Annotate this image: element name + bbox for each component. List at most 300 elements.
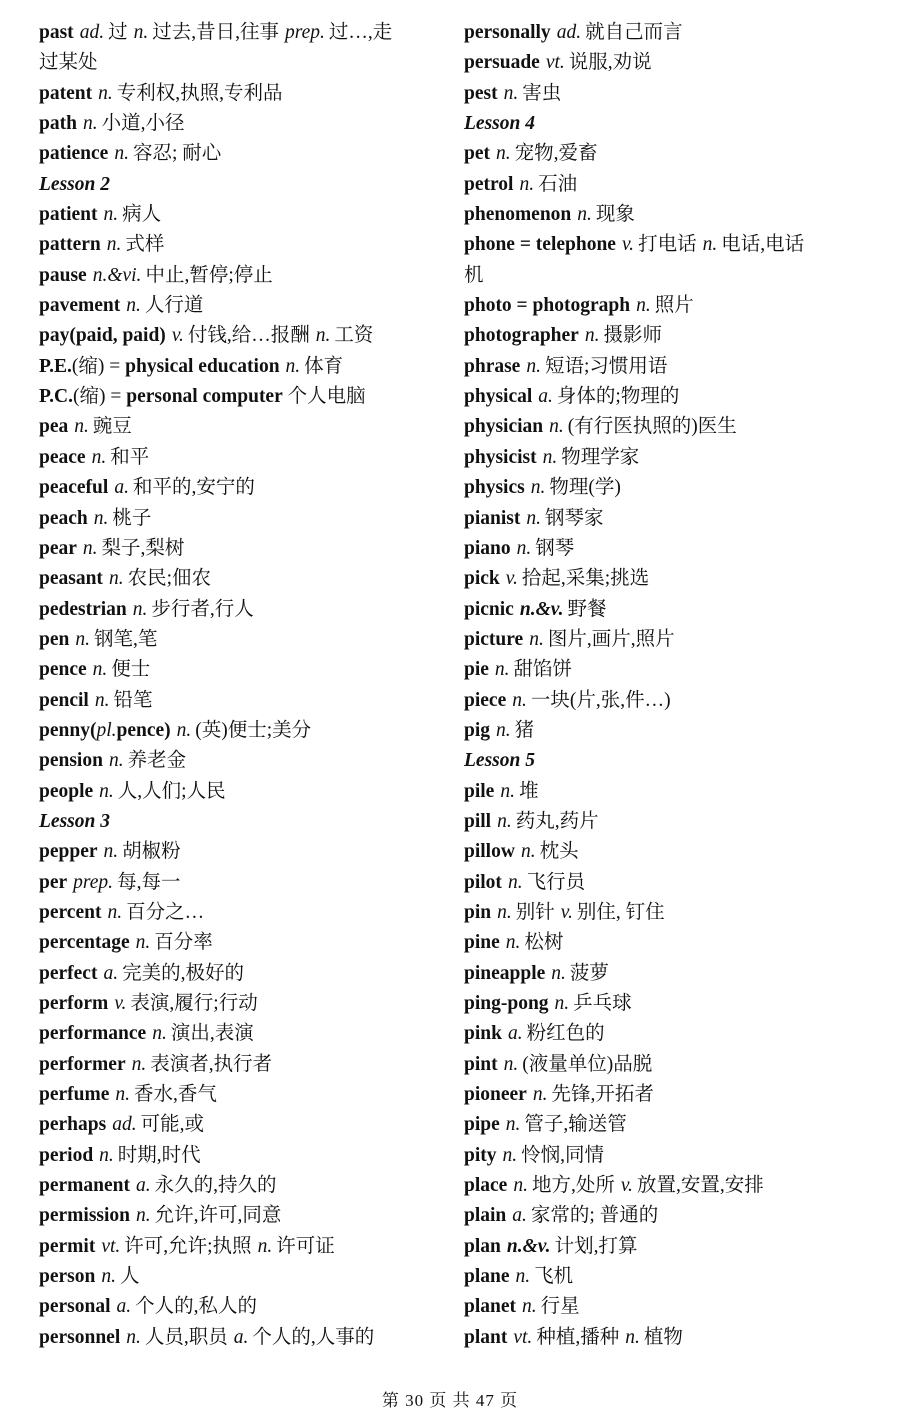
vocab-entry (464, 352, 864, 382)
lesson-heading: Lesson 5 (464, 750, 535, 772)
headword: patient (39, 204, 98, 226)
headword: path (39, 113, 77, 135)
headword: pepper (39, 841, 98, 863)
vocab-entry (39, 989, 439, 1019)
headword: past (39, 22, 74, 43)
definition: 人,人们;人民 (117, 780, 226, 802)
part-of-speech: ad. (112, 1114, 137, 1136)
definition: 现象 (595, 204, 635, 226)
part-of-speech: ad. (556, 22, 582, 43)
part-of-speech: v. (505, 568, 518, 590)
definition: 宠物,爱畜 (514, 143, 598, 165)
part-of-speech: n.&vi. (92, 264, 142, 286)
part-of-speech: n. (554, 993, 570, 1014)
part-of-speech: n. (584, 325, 600, 347)
vocab-entry (464, 504, 864, 534)
definition: 可能,或 (140, 1114, 204, 1136)
headword: pavement (39, 295, 121, 317)
definition: 梨子,梨树 (101, 537, 185, 559)
part-of-speech: v. (621, 234, 635, 256)
vocab-entry (464, 382, 864, 412)
headword: period (39, 1144, 94, 1166)
vocab-entry (464, 139, 864, 169)
definition: 别针 (515, 901, 555, 923)
headword: physical (464, 386, 533, 408)
definition: 堆 (518, 780, 539, 802)
definition: 个人的,私人的 (135, 1296, 258, 1318)
definition: 拾起,采集;挑选 (521, 568, 650, 590)
vocab-entry (39, 352, 439, 382)
definition: 中止,暂停;停止 (145, 264, 273, 286)
vocab-entry (464, 170, 864, 200)
headword: ping-pong (464, 993, 549, 1014)
vocab-entry (464, 534, 864, 564)
definition: 小道,小径 (101, 113, 185, 135)
headword: pioneer (464, 1084, 527, 1106)
definition: 松树 (524, 932, 564, 954)
definition: 百分之… (126, 901, 205, 923)
vocab-entry (39, 412, 439, 442)
vocab-entry (464, 1080, 864, 1110)
headword: penny( (39, 719, 97, 741)
part-of-speech: prep. (284, 22, 325, 43)
definition: 香水,香气 (134, 1084, 217, 1106)
headword: pear (39, 537, 77, 559)
vocab-entry (464, 79, 864, 109)
part-of-speech: n. (99, 1144, 114, 1166)
vocab-entry (464, 564, 864, 594)
headword: phone = telephone (464, 234, 616, 256)
part-of-speech: n. (496, 143, 511, 165)
definition: 人行道 (144, 295, 204, 317)
vocab-entry (39, 18, 439, 48)
vocab-entry (39, 230, 439, 260)
headword: pencil (39, 689, 89, 711)
definition: 行星 (540, 1296, 580, 1318)
vocab-entry (39, 1050, 439, 1080)
part-of-speech: n. (529, 628, 544, 650)
definition: 钢笔,笔 (93, 628, 158, 650)
part-of-speech: n. (625, 1326, 640, 1348)
definition: 甜馅饼 (513, 659, 573, 681)
headword: pest (464, 82, 498, 104)
definition: 专利权,执照,专利品 (116, 82, 283, 104)
part-of-speech: n. (526, 355, 541, 377)
part-of-speech: n. (98, 82, 113, 104)
definition: 付钱,给…报酬 (187, 325, 310, 347)
vocab-entry (464, 928, 864, 958)
part-of-speech: n. (82, 113, 98, 135)
headword: pick (464, 568, 500, 590)
part-of-speech: ad. (79, 22, 105, 43)
part-of-speech: n. (497, 901, 512, 923)
definition: 完美的,极好的 (122, 962, 244, 984)
definition: (缩) = (71, 355, 121, 377)
headword: pattern (39, 234, 101, 256)
vocab-entry (39, 1292, 439, 1322)
part-of-speech: prep. (73, 871, 114, 893)
entry-continuation (39, 48, 439, 78)
definition: 植物 (643, 1326, 683, 1348)
definition: 计划,打算 (554, 1235, 638, 1257)
part-of-speech: n. (115, 1084, 131, 1106)
headword: peach (39, 507, 88, 529)
vocab-entry (464, 868, 864, 898)
definition: 和平 (110, 446, 150, 468)
part-of-speech: n. (505, 1114, 521, 1136)
part-of-speech: n. (74, 416, 89, 438)
definition: 每,每一 (117, 871, 181, 893)
lesson-heading: Lesson 4 (464, 113, 535, 135)
part-of-speech: n. (82, 537, 98, 559)
part-of-speech: n. (532, 1084, 548, 1106)
part-of-speech: n. (516, 537, 532, 559)
headword: petrol (464, 173, 514, 195)
definition: 过…,走 (328, 22, 393, 43)
part-of-speech: n. (99, 780, 114, 802)
headword: pause (39, 264, 87, 286)
definition: 电话,电话 (721, 234, 805, 256)
part-of-speech: vt. (513, 1326, 533, 1348)
headword: permanent (39, 1175, 130, 1197)
headword: persuade (464, 52, 540, 74)
headword: photo = photograph (464, 295, 631, 317)
definition: 菠萝 (569, 962, 609, 984)
vocab-entry (39, 291, 439, 321)
definition: (有行医执照的)医生 (567, 416, 737, 438)
definition: 先锋,开拓者 (551, 1084, 654, 1106)
part-of-speech: n. (515, 1266, 531, 1288)
definition: 个人的,人事的 (252, 1326, 375, 1348)
headword: physics (464, 477, 525, 499)
vocab-entry (464, 716, 864, 746)
part-of-speech: a. (103, 962, 119, 984)
definition: 怜悯,同情 (521, 1144, 605, 1166)
vocab-entry (464, 1262, 864, 1292)
definition: 步行者,行人 (151, 598, 254, 620)
definition: 百分率 (154, 932, 213, 954)
part-of-speech: a. (233, 1326, 249, 1348)
vocab-entry (464, 655, 864, 685)
definition: 图片,画片,照片 (547, 628, 675, 650)
headword: pea (39, 416, 69, 438)
definition: 胡椒粉 (122, 841, 181, 863)
vocab-entry (39, 1019, 439, 1049)
vocab-entry (39, 625, 439, 655)
headword: pig (464, 719, 491, 741)
definition: 药丸,药片 (515, 810, 599, 832)
part-of-speech: vt. (545, 52, 565, 74)
vocab-entry (39, 1171, 439, 1201)
definition: 允许,许可,同意 (154, 1205, 282, 1227)
vocab-entry (464, 1292, 864, 1322)
page-number-footer: 第 30 页 共 47 页 (381, 1391, 519, 1410)
definition: 猪 (514, 719, 535, 741)
vocab-entry (39, 261, 439, 291)
definition: 时期,时代 (117, 1144, 201, 1166)
part-of-speech: n. (503, 1053, 519, 1075)
part-of-speech: n. (126, 1326, 141, 1348)
part-of-speech: n. (494, 659, 510, 681)
vocab-entry (39, 139, 439, 169)
vocab-entry (464, 412, 864, 442)
part-of-speech: a. (114, 477, 129, 499)
vocab-entry (464, 473, 864, 503)
part-of-speech: a. (136, 1175, 151, 1197)
headword: pineapple (464, 962, 546, 984)
headword: plain (464, 1205, 507, 1227)
headword: photographer (464, 325, 579, 347)
part-of-speech: n. (108, 750, 124, 772)
headword: peasant (39, 568, 103, 590)
part-of-speech: a. (538, 386, 553, 408)
part-of-speech: n.&v. (506, 1235, 551, 1257)
vocab-entry (464, 1201, 864, 1231)
definition: 身体的;物理的 (556, 386, 680, 408)
part-of-speech: n. (131, 1053, 147, 1075)
headword: performer (39, 1053, 126, 1075)
part-of-speech: n. (502, 1144, 518, 1166)
vocab-entry (39, 1110, 439, 1140)
vocab-entry (464, 321, 864, 351)
part-of-speech: n. (520, 841, 536, 863)
vocab-entry (464, 959, 864, 989)
part-of-speech: a. (116, 1296, 132, 1318)
definition: 人 (119, 1266, 140, 1288)
vocab-entry (464, 807, 864, 837)
part-of-speech: n. (136, 1205, 151, 1227)
headword: perhaps (39, 1114, 107, 1136)
definition: (缩) = (72, 386, 122, 408)
headword: piano (464, 537, 511, 559)
vocab-entry (39, 655, 439, 685)
definition: 钢琴 (535, 537, 575, 559)
part-of-speech: vt. (101, 1235, 121, 1257)
definition: 摄影师 (603, 325, 662, 347)
headword: physicist (464, 446, 537, 468)
headword: performance (39, 1023, 147, 1045)
definition: 害虫 (522, 82, 562, 104)
headword: planet (464, 1296, 517, 1318)
part-of-speech: n. (496, 719, 511, 741)
part-of-speech: n. (513, 1175, 528, 1197)
headword: pin (464, 901, 492, 923)
definition: 短语;习惯用语 (544, 355, 668, 377)
vocab-entry (464, 291, 864, 321)
definition: 许可,允许;执照 (124, 1235, 252, 1257)
part-of-speech: n. (549, 416, 564, 438)
headword: pile (464, 780, 495, 802)
vocab-entry (39, 200, 439, 230)
headword: pen (39, 628, 70, 650)
definition: (英)便士;美分 (195, 719, 312, 741)
definition: 管子,输送管 (524, 1114, 627, 1136)
part-of-speech: n. (507, 871, 523, 893)
part-of-speech: n. (505, 932, 521, 954)
part-of-speech: n. (315, 325, 331, 347)
definition: 物理(学) (549, 477, 621, 499)
vocab-entry (464, 18, 864, 48)
vocab-entry (464, 230, 864, 260)
vocab-entry (39, 321, 439, 351)
definition: 说服,劝说 (568, 52, 652, 74)
definition: 人员,职员 (144, 1326, 228, 1348)
part-of-speech: v. (620, 1175, 633, 1197)
headword: percent (39, 901, 102, 923)
lesson-heading: Lesson 2 (39, 173, 110, 195)
part-of-speech: n. (176, 719, 192, 741)
part-of-speech: v. (560, 901, 573, 923)
headword: place (464, 1175, 508, 1197)
vocab-entry (464, 443, 864, 473)
vocab-entry (39, 1201, 439, 1231)
vocab-entry (464, 898, 864, 928)
vocab-entry (39, 898, 439, 928)
definition: 体育 (304, 355, 344, 377)
headword: people (39, 780, 94, 802)
definition: 容忍; 耐心 (132, 143, 222, 165)
headword: picture (464, 628, 524, 650)
headword: picnic (464, 598, 514, 620)
part-of-speech: n. (93, 507, 109, 529)
headword: pint (464, 1053, 498, 1075)
vocab-entry (464, 625, 864, 655)
definition: 石油 (538, 173, 578, 195)
definition: 个人电脑 (282, 386, 366, 408)
vocab-entry (39, 1141, 439, 1171)
part-of-speech: n. (551, 962, 566, 984)
definition: 表演者,执行者 (150, 1053, 273, 1075)
headword: pie (464, 659, 489, 681)
headword: person (39, 1266, 96, 1288)
part-of-speech: n. (107, 901, 123, 923)
vocab-entry (39, 1323, 439, 1353)
definition: 病人 (122, 204, 162, 226)
definition: 过某处 (39, 52, 98, 74)
part-of-speech: n. (257, 1235, 273, 1257)
vocab-entry (39, 443, 439, 473)
headword: pipe (464, 1114, 500, 1136)
headword: physical education (120, 355, 280, 377)
part-of-speech: n. (132, 598, 148, 620)
part-of-speech: n. (702, 234, 718, 256)
definition: 桃子 (112, 507, 152, 529)
vocab-entry (39, 1080, 439, 1110)
part-of-speech: v. (171, 325, 184, 347)
part-of-speech: v. (114, 993, 127, 1014)
part-of-speech: n. (512, 689, 527, 711)
headword: pence (39, 659, 87, 681)
vocab-entry (464, 1110, 864, 1140)
vocab-entry (464, 1050, 864, 1080)
definition: 和平的,安宁的 (132, 477, 255, 499)
part-of-speech: a. (507, 1023, 523, 1045)
definition: 地方,处所 (531, 1175, 615, 1197)
definition: 种植,播种 (536, 1326, 620, 1348)
entry-continuation (464, 261, 864, 291)
definition: 就自己而言 (585, 22, 683, 43)
vocab-entry (39, 1262, 439, 1292)
headword: percentage (39, 932, 130, 954)
headword: pay(paid, paid) (39, 325, 166, 347)
part-of-speech: n. (285, 355, 301, 377)
definition: 家常的; 普通的 (530, 1205, 659, 1227)
headword: plane (464, 1266, 510, 1288)
vocab-entry (39, 109, 439, 139)
part-of-speech: n. (577, 204, 592, 226)
headword: perfect (39, 962, 98, 984)
headword: permit (39, 1235, 96, 1257)
definition: 工资 (334, 325, 374, 347)
headword: permission (39, 1205, 131, 1227)
headword: perfume (39, 1084, 110, 1106)
headword: pill (464, 810, 492, 832)
definition: 飞行员 (526, 871, 586, 893)
headword: peaceful (39, 477, 109, 499)
part-of-speech: n. (103, 204, 119, 226)
definition: 演出,表演 (170, 1023, 254, 1045)
vocab-entry (464, 595, 864, 625)
vocab-entry (39, 534, 439, 564)
vocab-entry (464, 48, 864, 78)
vocab-entry (464, 686, 864, 716)
vocab-entry (39, 959, 439, 989)
definition: 照片 (654, 295, 694, 317)
definition: (液量单位)品脱 (522, 1053, 653, 1075)
part-of-speech: n. (133, 22, 149, 43)
definition: 便士 (111, 659, 151, 681)
part-of-speech: n. (526, 507, 541, 529)
part-of-speech: n. (503, 82, 519, 104)
vocab-entry (464, 1141, 864, 1171)
vocab-entry (464, 837, 864, 867)
part-of-speech: n. (114, 143, 129, 165)
headword: pine (464, 932, 500, 954)
headword: phrase (464, 355, 521, 377)
part-of-speech: n. (530, 477, 546, 499)
vocab-entry (39, 382, 439, 412)
definition: 放置,安置,安排 (636, 1175, 764, 1197)
vocab-entry (464, 1323, 864, 1353)
vocab-entry (464, 200, 864, 230)
definition: 过去,昔日,往事 (152, 22, 279, 43)
part-of-speech: n. (519, 173, 535, 195)
vocab-entry (39, 564, 439, 594)
definition: 野餐 (567, 598, 607, 620)
part-of-speech: n. (135, 932, 151, 954)
headword: pity (464, 1144, 497, 1166)
vocab-entry (39, 837, 439, 867)
definition: 机 (464, 264, 484, 286)
vocab-entry (464, 1171, 864, 1201)
definition: 枕头 (539, 841, 579, 863)
headword: pilot (464, 871, 502, 893)
vocab-entry (464, 1232, 864, 1262)
part-of-speech: n. (94, 689, 110, 711)
part-of-speech: n. (522, 1296, 537, 1318)
headword: plan (464, 1235, 501, 1257)
headword: peace (39, 446, 86, 468)
vocab-entry (39, 504, 439, 534)
part-of-speech: n. (106, 234, 122, 256)
vocab-entry (39, 473, 439, 503)
headword: personal (39, 1296, 111, 1318)
headword: patent (39, 82, 93, 104)
vocab-entry (39, 1232, 439, 1262)
vocab-entry (39, 746, 439, 776)
headword: P.C. (39, 386, 73, 408)
part-of-speech: n. (91, 446, 107, 468)
